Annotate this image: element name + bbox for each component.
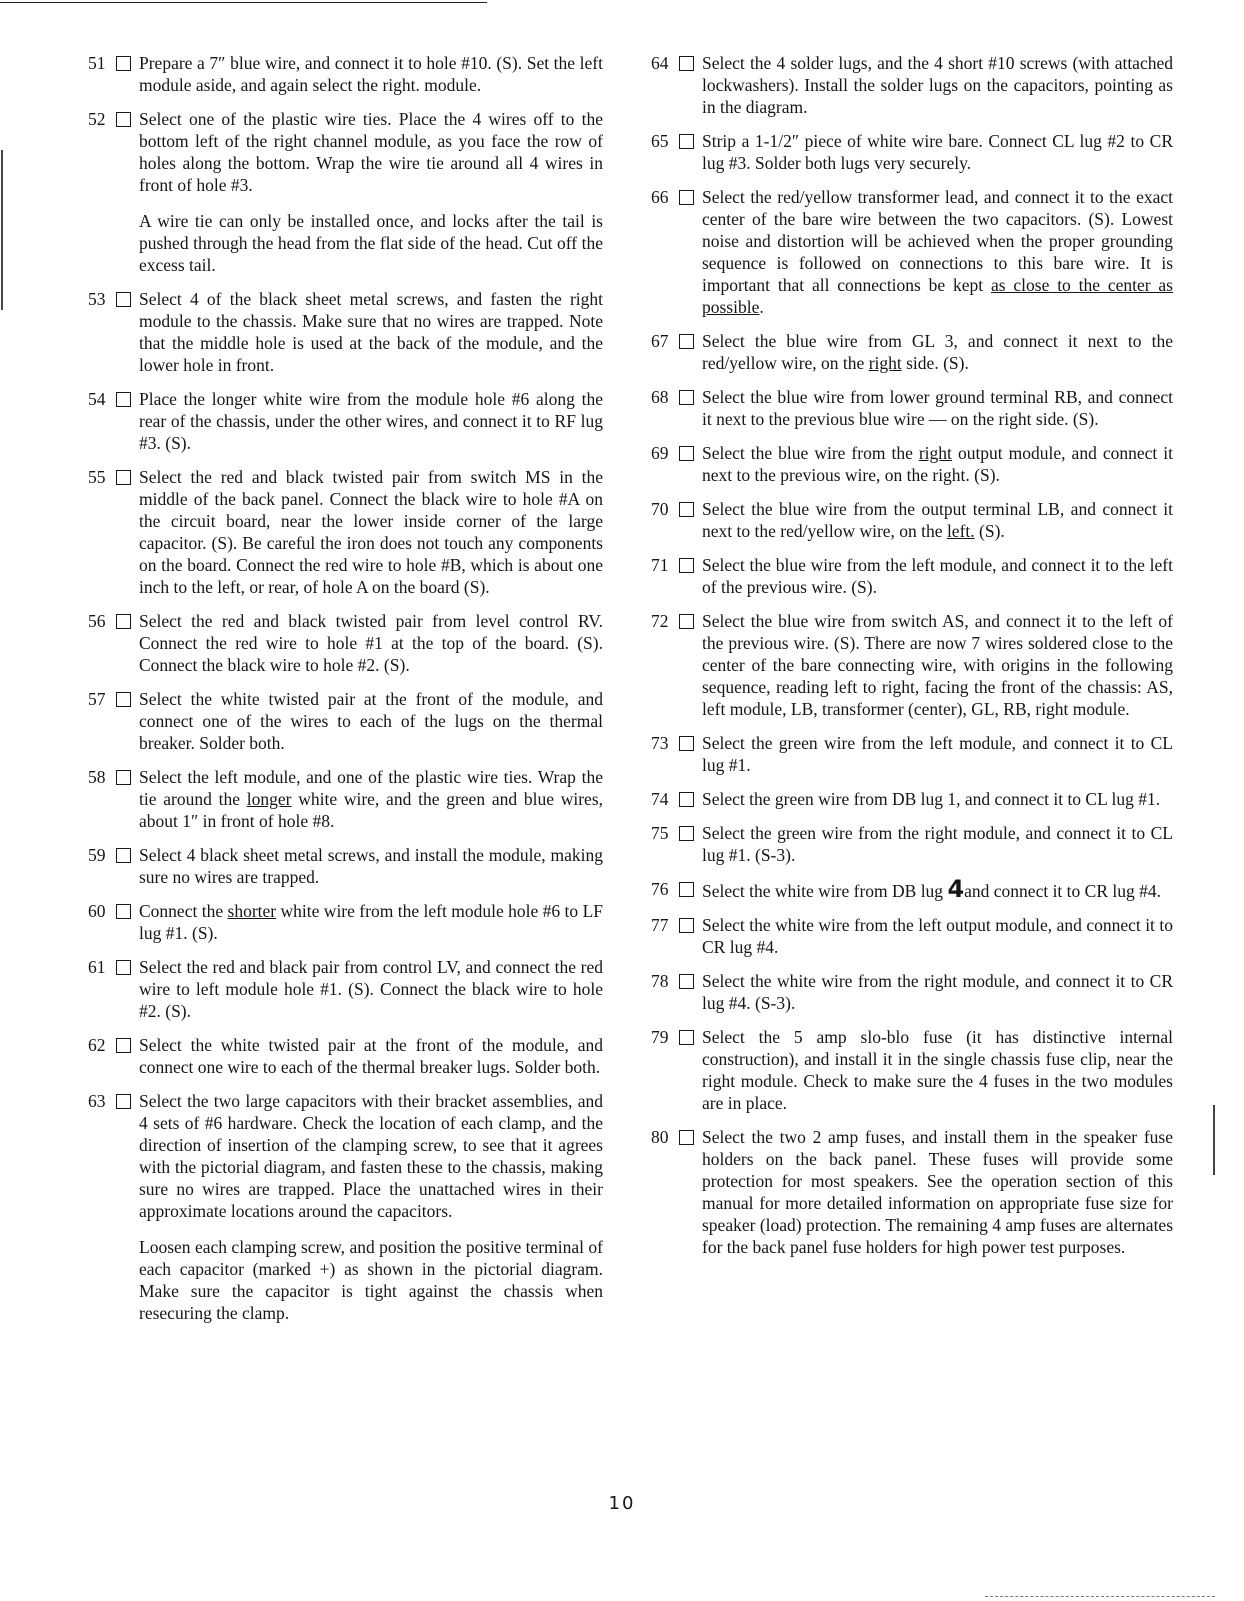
step-56 bbox=[88, 610, 603, 676]
step-52 bbox=[88, 108, 603, 276]
right-column bbox=[651, 52, 1173, 1270]
step-number: 62 bbox=[88, 1035, 106, 1055]
step-text: Place the longer white wire from the module hole #6 along the rear of the chassis, under the other wires, and connect it to RF lug #3. (S). bbox=[139, 389, 603, 453]
step-72 bbox=[651, 610, 1173, 720]
checkbox[interactable] bbox=[679, 502, 694, 517]
step-67 bbox=[651, 330, 1173, 374]
step-text: Select the white twisted pair at the front of the module, and connect one wire to each of the thermal breaker lugs. Solder both. bbox=[139, 1035, 603, 1077]
emphasis-underline: shorter bbox=[227, 901, 277, 921]
step-64 bbox=[651, 52, 1173, 118]
step-62 bbox=[88, 1034, 603, 1078]
checkbox[interactable] bbox=[679, 614, 694, 629]
step-text: Select one of the plastic wire ties. Place the 4 wires off to the bottom left of the right channel module, as you face the row of holes along the bottom. Wrap the wire tie around all 4 wires in front of hole #3. bbox=[139, 109, 603, 195]
step-75 bbox=[651, 822, 1173, 866]
step-69 bbox=[651, 442, 1173, 486]
step-66 bbox=[651, 186, 1173, 318]
step-number: 80 bbox=[651, 1127, 669, 1147]
step-text: Prepare a 7″ blue wire, and connect it to hole #10. (S). Set the left module aside, and again select the right. module. bbox=[139, 53, 603, 95]
step-text: Select the blue wire from the left module, and connect it to the left of the previous wire. (S). bbox=[702, 555, 1173, 597]
step-76 bbox=[651, 875, 1173, 903]
step-number: 65 bbox=[651, 131, 669, 151]
emphasis-underline: longer bbox=[246, 789, 292, 809]
bottom-dotted-rule bbox=[985, 1596, 1215, 1597]
checkbox[interactable] bbox=[679, 1130, 694, 1145]
step-number: 79 bbox=[651, 1027, 669, 1047]
step-number: 53 bbox=[88, 289, 106, 309]
step-number: 64 bbox=[651, 53, 669, 73]
handwritten-mark: 4 bbox=[947, 875, 965, 903]
step-text: Select the red/yellow transformer lead, and connect it to the exact center of the bare wire between the two capacitors. (S). Lowest noise and distortion will be achieved when the proper grounding sequence is followed on connections to this bare wire. It is important that all connections be kept as close to the center as possible. bbox=[702, 187, 1173, 317]
step-note: A wire tie can only be installed once, and locks after the tail is pushed through the head from the flat side of the head. Cut off the excess tail. bbox=[139, 211, 603, 275]
checkbox[interactable] bbox=[679, 792, 694, 807]
checkbox[interactable] bbox=[679, 974, 694, 989]
step-number: 68 bbox=[651, 387, 669, 407]
step-73 bbox=[651, 732, 1173, 776]
step-78 bbox=[651, 970, 1173, 1014]
step-number: 66 bbox=[651, 187, 669, 207]
step-text: Select 4 of the black sheet metal screws, and fasten the right module to the chassis. Make sure that no wires are trapped. Note that the middle hole is used at the back of the module, and the lower hole in front. bbox=[139, 289, 603, 375]
step-59 bbox=[88, 844, 603, 888]
emphasis-underline: as close to the center as possible bbox=[702, 275, 1173, 317]
checkbox[interactable] bbox=[679, 334, 694, 349]
step-text: Select the blue wire from GL 3, and connect it next to the red/yellow wire, on the right side. (S). bbox=[702, 331, 1173, 373]
step-number: 70 bbox=[651, 499, 669, 519]
step-number: 56 bbox=[88, 611, 106, 631]
step-80 bbox=[651, 1126, 1173, 1258]
emphasis-underline: left. bbox=[946, 521, 975, 541]
step-63 bbox=[88, 1090, 603, 1324]
step-text: Select 4 black sheet metal screws, and install the module, making sure no wires are trapped. bbox=[139, 845, 603, 887]
step-number: 57 bbox=[88, 689, 106, 709]
checkbox[interactable] bbox=[116, 56, 131, 71]
checkbox[interactable] bbox=[679, 56, 694, 71]
checkbox[interactable] bbox=[679, 558, 694, 573]
step-text: Select the green wire from the left module, and connect it to CL lug #1. bbox=[702, 733, 1173, 775]
step-number: 69 bbox=[651, 443, 669, 463]
step-57 bbox=[88, 688, 603, 754]
checkbox[interactable] bbox=[116, 614, 131, 629]
step-text: Select the green wire from DB lug 1, and connect it to CL lug #1. bbox=[702, 789, 1161, 809]
step-number: 61 bbox=[88, 957, 106, 977]
step-text: Select the blue wire from the right output module, and connect it next to the previous wire, on the right. (S). bbox=[702, 443, 1173, 485]
checkbox[interactable] bbox=[679, 736, 694, 751]
step-number: 76 bbox=[651, 879, 669, 899]
page-number: 10 bbox=[608, 1493, 636, 1514]
step-number: 72 bbox=[651, 611, 669, 631]
step-70 bbox=[651, 498, 1173, 542]
checkbox[interactable] bbox=[679, 390, 694, 405]
step-51 bbox=[88, 52, 603, 96]
step-text: Select the red and black pair from control LV, and connect the red wire to left module hole #1. (S). Connect the black wire to hole #2. (S). bbox=[139, 957, 603, 1021]
step-text: Select the 4 solder lugs, and the 4 short #10 screws (with attached lockwashers). Install the solder lugs on the capacitors, pointing as in the diagram. bbox=[702, 53, 1173, 117]
step-number: 75 bbox=[651, 823, 669, 843]
step-text: Select the red and black twisted pair from switch MS in the middle of the back panel. Connect the black wire to hole #A on the circuit board, near the lower inside corner of the large capacitor. (S). Be careful the iron does not touch any components on the board. Connect the red wire to hole #B, which is about one inch to the left, or rear, of hole A on the board (S). bbox=[139, 467, 603, 597]
step-number: 73 bbox=[651, 733, 669, 753]
step-58 bbox=[88, 766, 603, 832]
step-79 bbox=[651, 1026, 1173, 1114]
step-note: Loosen each clamping screw, and position the positive terminal of each capacitor (marked +) as shown in the pictorial diagram. Make sure the capacitor is tight against the chassis when resecuring the clamp. bbox=[139, 1237, 603, 1323]
step-number: 63 bbox=[88, 1091, 106, 1111]
step-55 bbox=[88, 466, 603, 598]
checkbox[interactable] bbox=[679, 882, 694, 897]
step-text: Select the 5 amp slo-blo fuse (it has distinctive internal construction), and install it in the single chassis fuse clip, near the right module. Check to make sure the 4 fuses in the two modules are in place. bbox=[702, 1027, 1173, 1113]
step-text: Select the left module, and one of the plastic wire ties. Wrap the tie around the longer white wire, and the green and blue wires, about 1″ in front of hole #8. bbox=[139, 767, 603, 831]
step-text: Select the blue wire from lower ground terminal RB, and connect it next to the previous blue wire — on the right side. (S). bbox=[702, 387, 1173, 429]
right-scan-edge bbox=[1213, 1105, 1215, 1175]
step-61 bbox=[88, 956, 603, 1022]
step-65 bbox=[651, 130, 1173, 174]
step-number: 59 bbox=[88, 845, 106, 865]
step-text: Select the white wire from the right module, and connect it to CR lug #4. (S-3). bbox=[702, 971, 1173, 1013]
step-71 bbox=[651, 554, 1173, 598]
step-number: 58 bbox=[88, 767, 106, 787]
step-number: 74 bbox=[651, 789, 669, 809]
checkbox[interactable] bbox=[116, 770, 131, 785]
step-number: 60 bbox=[88, 901, 106, 921]
checkbox[interactable] bbox=[116, 1038, 131, 1053]
step-text: Select the red and black twisted pair from level control RV. Connect the red wire to hole #1 at the top of the board. (S). Connect the black wire to hole #2. (S). bbox=[139, 611, 603, 675]
step-53 bbox=[88, 288, 603, 376]
step-number: 55 bbox=[88, 467, 106, 487]
step-number: 54 bbox=[88, 389, 106, 409]
step-number: 71 bbox=[651, 555, 669, 575]
checkbox[interactable] bbox=[679, 446, 694, 461]
step-74 bbox=[651, 788, 1173, 810]
step-text: Strip a 1-1/2″ piece of white wire bare. Connect CL lug #2 to CR lug #3. Solder both lugs very securely. bbox=[702, 131, 1173, 173]
checkbox[interactable] bbox=[116, 470, 131, 485]
left-column bbox=[88, 52, 603, 1336]
checkbox[interactable] bbox=[116, 112, 131, 127]
step-number: 51 bbox=[88, 53, 106, 73]
step-text: Select the white twisted pair at the front of the module, and connect one of the wires to each of the lugs on the thermal breaker. Solder both. bbox=[139, 689, 603, 753]
step-77 bbox=[651, 914, 1173, 958]
checkbox[interactable] bbox=[116, 848, 131, 863]
step-text: Select the white wire from the left output module, and connect it to CR lug #4. bbox=[702, 915, 1173, 957]
step-text: Select the two 2 amp fuses, and install them in the speaker fuse holders on the back panel. These fuses will provide some protection for most speakers. See the operation section of this manual for more detailed information on appropriate fuse size for speaker (load) protection. The remaining 4 amp fuses are alternates for the back panel fuse holders for high power test purposes. bbox=[702, 1127, 1174, 1257]
checkbox[interactable] bbox=[116, 960, 131, 975]
step-text: Select the blue wire from switch AS, and connect it to the left of the previous wire. (S). There are now 7 wires soldered close to the center of the bare connecting wire, with origins in the following sequence, reading left to right, facing the front of the chassis: AS, left module, LB, transformer (center), GL, RB, right module. bbox=[702, 611, 1173, 719]
checkbox[interactable] bbox=[116, 292, 131, 307]
step-text: Select the white wire from DB lug 4and connect it to CR lug #4. bbox=[702, 875, 1161, 903]
step-text: Select the two large capacitors with their bracket assemblies, and 4 sets of #6 hardware. Check the location of each clamp, and the direction of insertion of the clamping screw, to see that it agrees with the pictorial diagram, and fasten these to the chassis, making sure no wires are trapped. Place the unattached wires in their approximate locations around the capacitors. bbox=[139, 1091, 603, 1221]
left-scan-edge bbox=[1, 150, 3, 310]
emphasis-underline: right bbox=[918, 443, 952, 463]
checkbox[interactable] bbox=[679, 826, 694, 841]
checkbox[interactable] bbox=[116, 392, 131, 407]
step-text: Select the blue wire from the output terminal LB, and connect it next to the red/yellow wire, on the left. (S). bbox=[702, 499, 1173, 541]
step-54 bbox=[88, 388, 603, 454]
checkbox[interactable] bbox=[116, 904, 131, 919]
step-60 bbox=[88, 900, 603, 944]
checkbox[interactable] bbox=[679, 190, 694, 205]
step-number: 52 bbox=[88, 109, 106, 129]
step-number: 67 bbox=[651, 331, 669, 351]
checkbox[interactable] bbox=[679, 134, 694, 149]
step-68 bbox=[651, 386, 1173, 430]
checkbox[interactable] bbox=[679, 1030, 694, 1045]
step-text: Select the green wire from the right module, and connect it to CL lug #1. (S-3). bbox=[702, 823, 1173, 865]
step-number: 77 bbox=[651, 915, 669, 935]
step-number: 78 bbox=[651, 971, 669, 991]
checkbox[interactable] bbox=[116, 692, 131, 707]
step-text: Connect the shorter white wire from the left module hole #6 to LF lug #1. (S). bbox=[139, 901, 603, 943]
checkbox[interactable] bbox=[679, 918, 694, 933]
emphasis-underline: right bbox=[868, 353, 902, 373]
checkbox[interactable] bbox=[116, 1094, 131, 1109]
top-rule bbox=[0, 2, 487, 3]
